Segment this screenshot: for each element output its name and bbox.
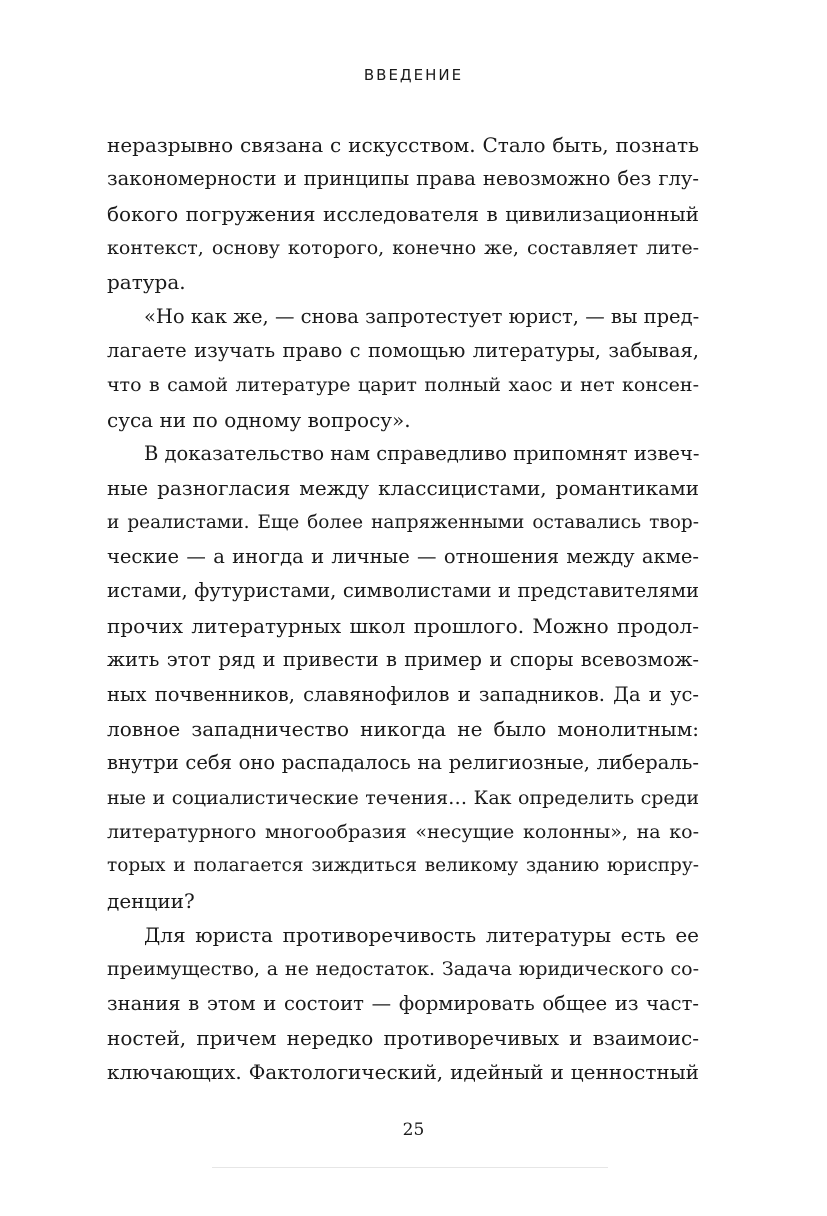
text-line: «Но как же, — снова запротестует юрист, — вы пред- <box>144 304 700 328</box>
text-line: лагаете изучать право с помощью литературы, забывая, <box>107 339 699 363</box>
text-line: истами, футуристами, символистами и представителями <box>107 579 699 603</box>
running-head: ВВЕДЕНИЕ <box>363 66 464 84</box>
text-line: закономерности и принципы права невозможно без глу- <box>107 167 699 191</box>
text-line: внутри себя оно распадалось на религиозные, либераль- <box>107 751 699 775</box>
text-line: ческие — а иногда и личные — отношения между акме- <box>107 545 699 569</box>
bottom-divider <box>212 1167 608 1168</box>
text-line: бокого погружения исследователя в цивилизационный <box>107 201 699 226</box>
text-line: и реалистами. Еще более напряженными оставались твор- <box>107 511 699 533</box>
text-line: что в самой литературе царит полный хаос и нет консен- <box>107 374 699 397</box>
text-line: Для юриста противоречивость литературы есть ее <box>144 922 699 947</box>
text-line: ключающих. Фактологический, идейный и ценностный <box>107 1060 699 1085</box>
text-line: ловное западничество никогда не было монолитным: <box>107 716 699 741</box>
text-line: денции? <box>107 888 195 913</box>
text-line: знания в этом и состоит — формировать общее из част- <box>107 991 699 1015</box>
text-line: жить этот ряд и привести в пример и споры всевозмож- <box>107 648 699 672</box>
text-line: торых и полагается зиждиться великому зданию юриспру- <box>107 855 699 877</box>
body-text <box>107 128 699 1090</box>
text-line: ных почвенников, славянофилов и западников. Да и ус- <box>107 682 699 706</box>
text-line: контекст, основу которого, конечно же, составляет лите- <box>107 237 699 260</box>
text-line: ностей, причем нередко противоречивых и взаимоис- <box>107 1025 699 1050</box>
text-line: ратура. <box>107 270 186 295</box>
text-line: В доказательство нам справедливо припомнят извеч- <box>144 442 700 466</box>
text-line: преимущество, а не недостаток. Задача юридического со- <box>107 958 699 981</box>
text-line: ные разногласия между классицистами, романтиками <box>107 476 699 501</box>
text-line: литературного многообразия «несущие колонны», на ко- <box>107 820 699 843</box>
page-number: 25 <box>402 1120 425 1140</box>
text-line: неразрывно связана с искусством. Стало быть, познать <box>107 133 699 157</box>
text-line: суса ни по одному вопросу». <box>107 407 411 432</box>
text-line: ные и социалистические течения… Как определить среди <box>107 786 699 809</box>
text-line: прочих литературных школ прошлого. Можно продол- <box>107 613 699 638</box>
